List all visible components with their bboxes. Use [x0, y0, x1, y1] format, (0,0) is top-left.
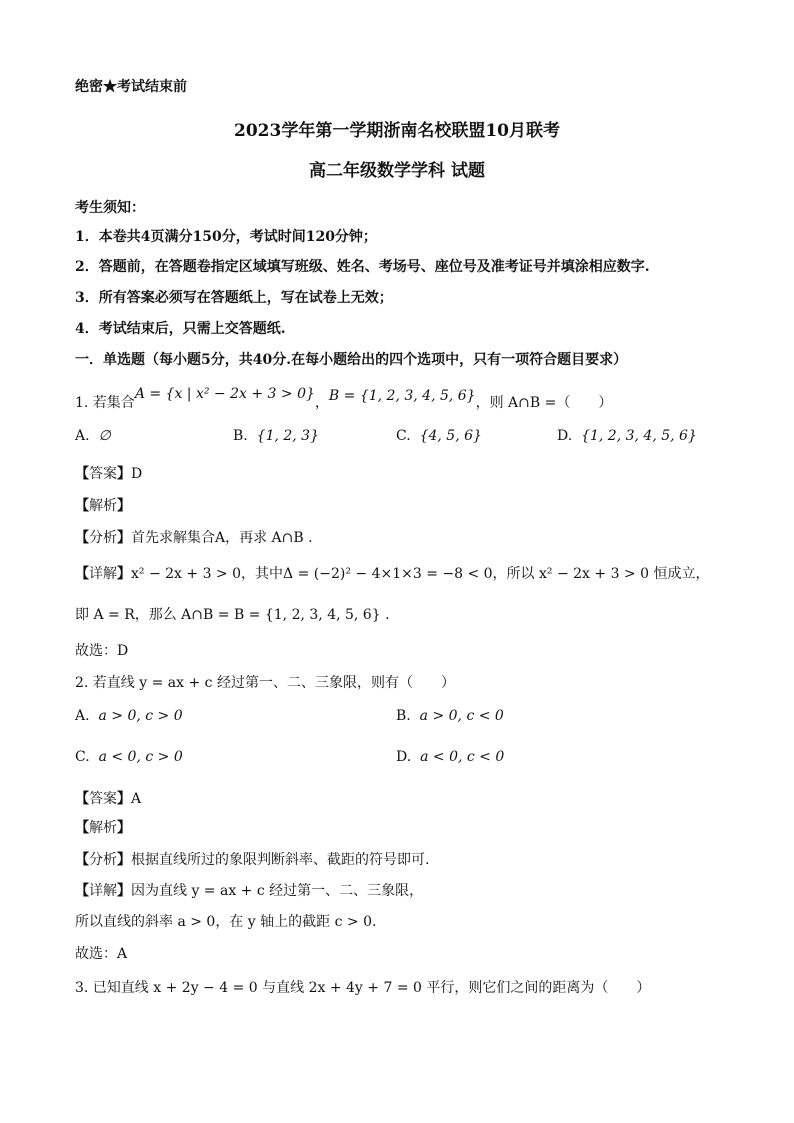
q1-analysis-tag: 【解析】 — [75, 498, 131, 514]
q2-choose: 故选：A — [75, 946, 128, 962]
q1-xiangjie: 【详解】x² − 2x + 3 > 0，其中Δ = (−2)² − 4×1×3 = −8 < 0，所以 x² − 2x + 3 > 0 恒成立， — [75, 566, 710, 582]
exam-title: 2023学年第一学期浙南名校联盟10月联考 — [234, 121, 560, 141]
q2-detail-line-2: 所以直线的斜率 a > 0，在 y 轴上的截距 c > 0. — [75, 914, 377, 930]
q2-fenxi: 【分析】根据直线所过的象限判断斜率、截距的符号即可. — [75, 852, 430, 868]
notice-item-1: 1．本卷共4页满分150分，考试时间120分钟； — [75, 229, 377, 245]
q1-option-a: A. ∅ — [75, 428, 111, 444]
question-3-stem: 3. 已知直线 x + 2y − 4 = 0 与直线 2x + 4y + 7 = 0 平行，则它们之间的距离为（ ） — [75, 980, 651, 996]
q2-option-b: B. a > 0, c < 0 — [396, 708, 504, 724]
q1-fenxi: 【分析】首先求解集合A，再求 A∩B . — [75, 530, 313, 546]
q1-option-d: D. {1, 2, 3, 4, 5, 6} — [557, 428, 697, 444]
q1-set-b: B = {1, 2, 3, 4, 5, 6} — [328, 388, 476, 404]
notice-item-3: 3．所有答案必须写在答题纸上，写在试卷上无效； — [75, 290, 393, 306]
q2-option-c: C. a < 0, c > 0 — [75, 749, 183, 765]
q2-answer: 【答案】A — [75, 791, 142, 807]
exam-subtitle: 高二年级数学学科 试题 — [309, 161, 485, 181]
notice-heading: 考生须知： — [75, 200, 145, 216]
q2-option-d: D. a < 0, c < 0 — [396, 749, 505, 765]
q2-option-a: A. a > 0, c > 0 — [75, 708, 183, 724]
q2-analysis-tag: 【解析】 — [75, 820, 131, 836]
question-2-stem: 2. 若直线 y = ax + c 经过第一、二、三象限，则有（ ） — [75, 675, 455, 691]
q1-answer: 【答案】D — [75, 466, 143, 482]
q1-set-a: A = {x | x² − 2x + 3 > 0} — [134, 386, 315, 402]
confidential-label: 绝密★考试结束前 — [75, 79, 187, 95]
q1-detail-line-2: 即 A = R，那么 A∩B = B = {1, 2, 3, 4, 5, 6} . — [75, 607, 390, 623]
section-heading: 一．单选题（每小题5分，共40分.在每小题给出的四个选项中，只有一项符合题目要求） — [75, 352, 628, 368]
q1-suffix: ，则 A∩B =（ ） — [475, 395, 613, 411]
notice-item-2: 2．答题前，在答题卷指定区域填写班级、姓名、考场号、座位号及准考证号并填涂相应数字. — [75, 259, 650, 275]
q1-option-c: C. {4, 5, 6} — [396, 428, 482, 444]
q2-xiangjie: 【详解】因为直线 y = ax + c 经过第一、二、三象限， — [75, 883, 424, 899]
q1-option-b: B. {1, 2, 3} — [233, 428, 319, 444]
q1-prefix: 1. 若集合 — [75, 395, 135, 411]
notice-item-4: 4．考试结束后，只需上交答题纸. — [75, 321, 286, 337]
q1-choose: 故选：D — [75, 643, 129, 659]
q1-separator: ， — [314, 395, 329, 411]
question-1-stem — [75, 386, 613, 412]
